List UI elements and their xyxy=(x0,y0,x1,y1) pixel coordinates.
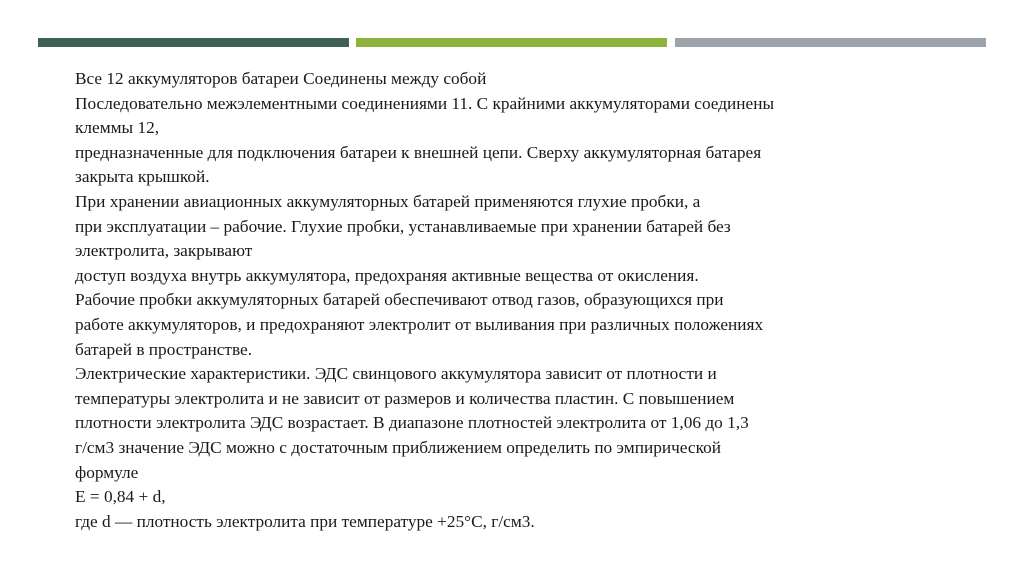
text-line: предназначенные для подключения батареи к внешней цепи. Сверху аккумуляторная батарея xyxy=(75,142,762,162)
text-line: где d — плотность электролита при температуре +25°C, г/см3. xyxy=(75,511,535,531)
text-line: температуры электролита и не зависит от размеров и количества пластин. С повышением xyxy=(75,388,735,408)
text-line: батарей в пространстве. xyxy=(75,339,253,359)
text-line: электролита, закрывают xyxy=(75,241,253,261)
text-line: плотности электролита ЭДС возрастает. В диапазоне плотностей электролита от 1,06 до 1,3 xyxy=(75,413,749,433)
text-line: доступ воздуха внутрь аккумулятора, предохраняя активные вещества от окисления. xyxy=(75,265,699,285)
header-bar-gray xyxy=(675,38,986,47)
text-line: Электрические характеристики. ЭДС свинцового аккумулятора зависит от плотности и xyxy=(75,364,717,384)
text-line: формуле xyxy=(75,462,139,482)
text-line: закрыта крышкой. xyxy=(75,167,210,187)
text-line: При хранении авиационных аккумуляторных батарей применяются глухие пробки, а xyxy=(75,191,701,211)
text-line: работе аккумуляторов, и предохраняют электролит от выливания при различных положениях xyxy=(75,314,764,334)
header-bar-light-green xyxy=(356,38,667,47)
body-text xyxy=(75,67,975,534)
text-line: г/см3 значение ЭДС можно с достаточным приближением определить по эмпирической xyxy=(75,437,721,457)
text-line: Все 12 аккумуляторов батареи Соединены между собой xyxy=(75,69,487,88)
text-line: при эксплуатации – рабочие. Глухие пробки, устанавливаемые при хранении батарей без xyxy=(75,216,731,236)
text-line: клеммы 12, xyxy=(75,118,160,138)
text-line: Рабочие пробки аккумуляторных батарей обеспечивают отвод газов, образующихся при xyxy=(75,290,724,310)
text-line: E = 0,84 + d, xyxy=(75,487,166,507)
header-bar-dark-green xyxy=(38,38,349,47)
text-line: Последовательно межэлементными соединениями 11. С крайними аккумуляторами соединены xyxy=(75,93,775,113)
